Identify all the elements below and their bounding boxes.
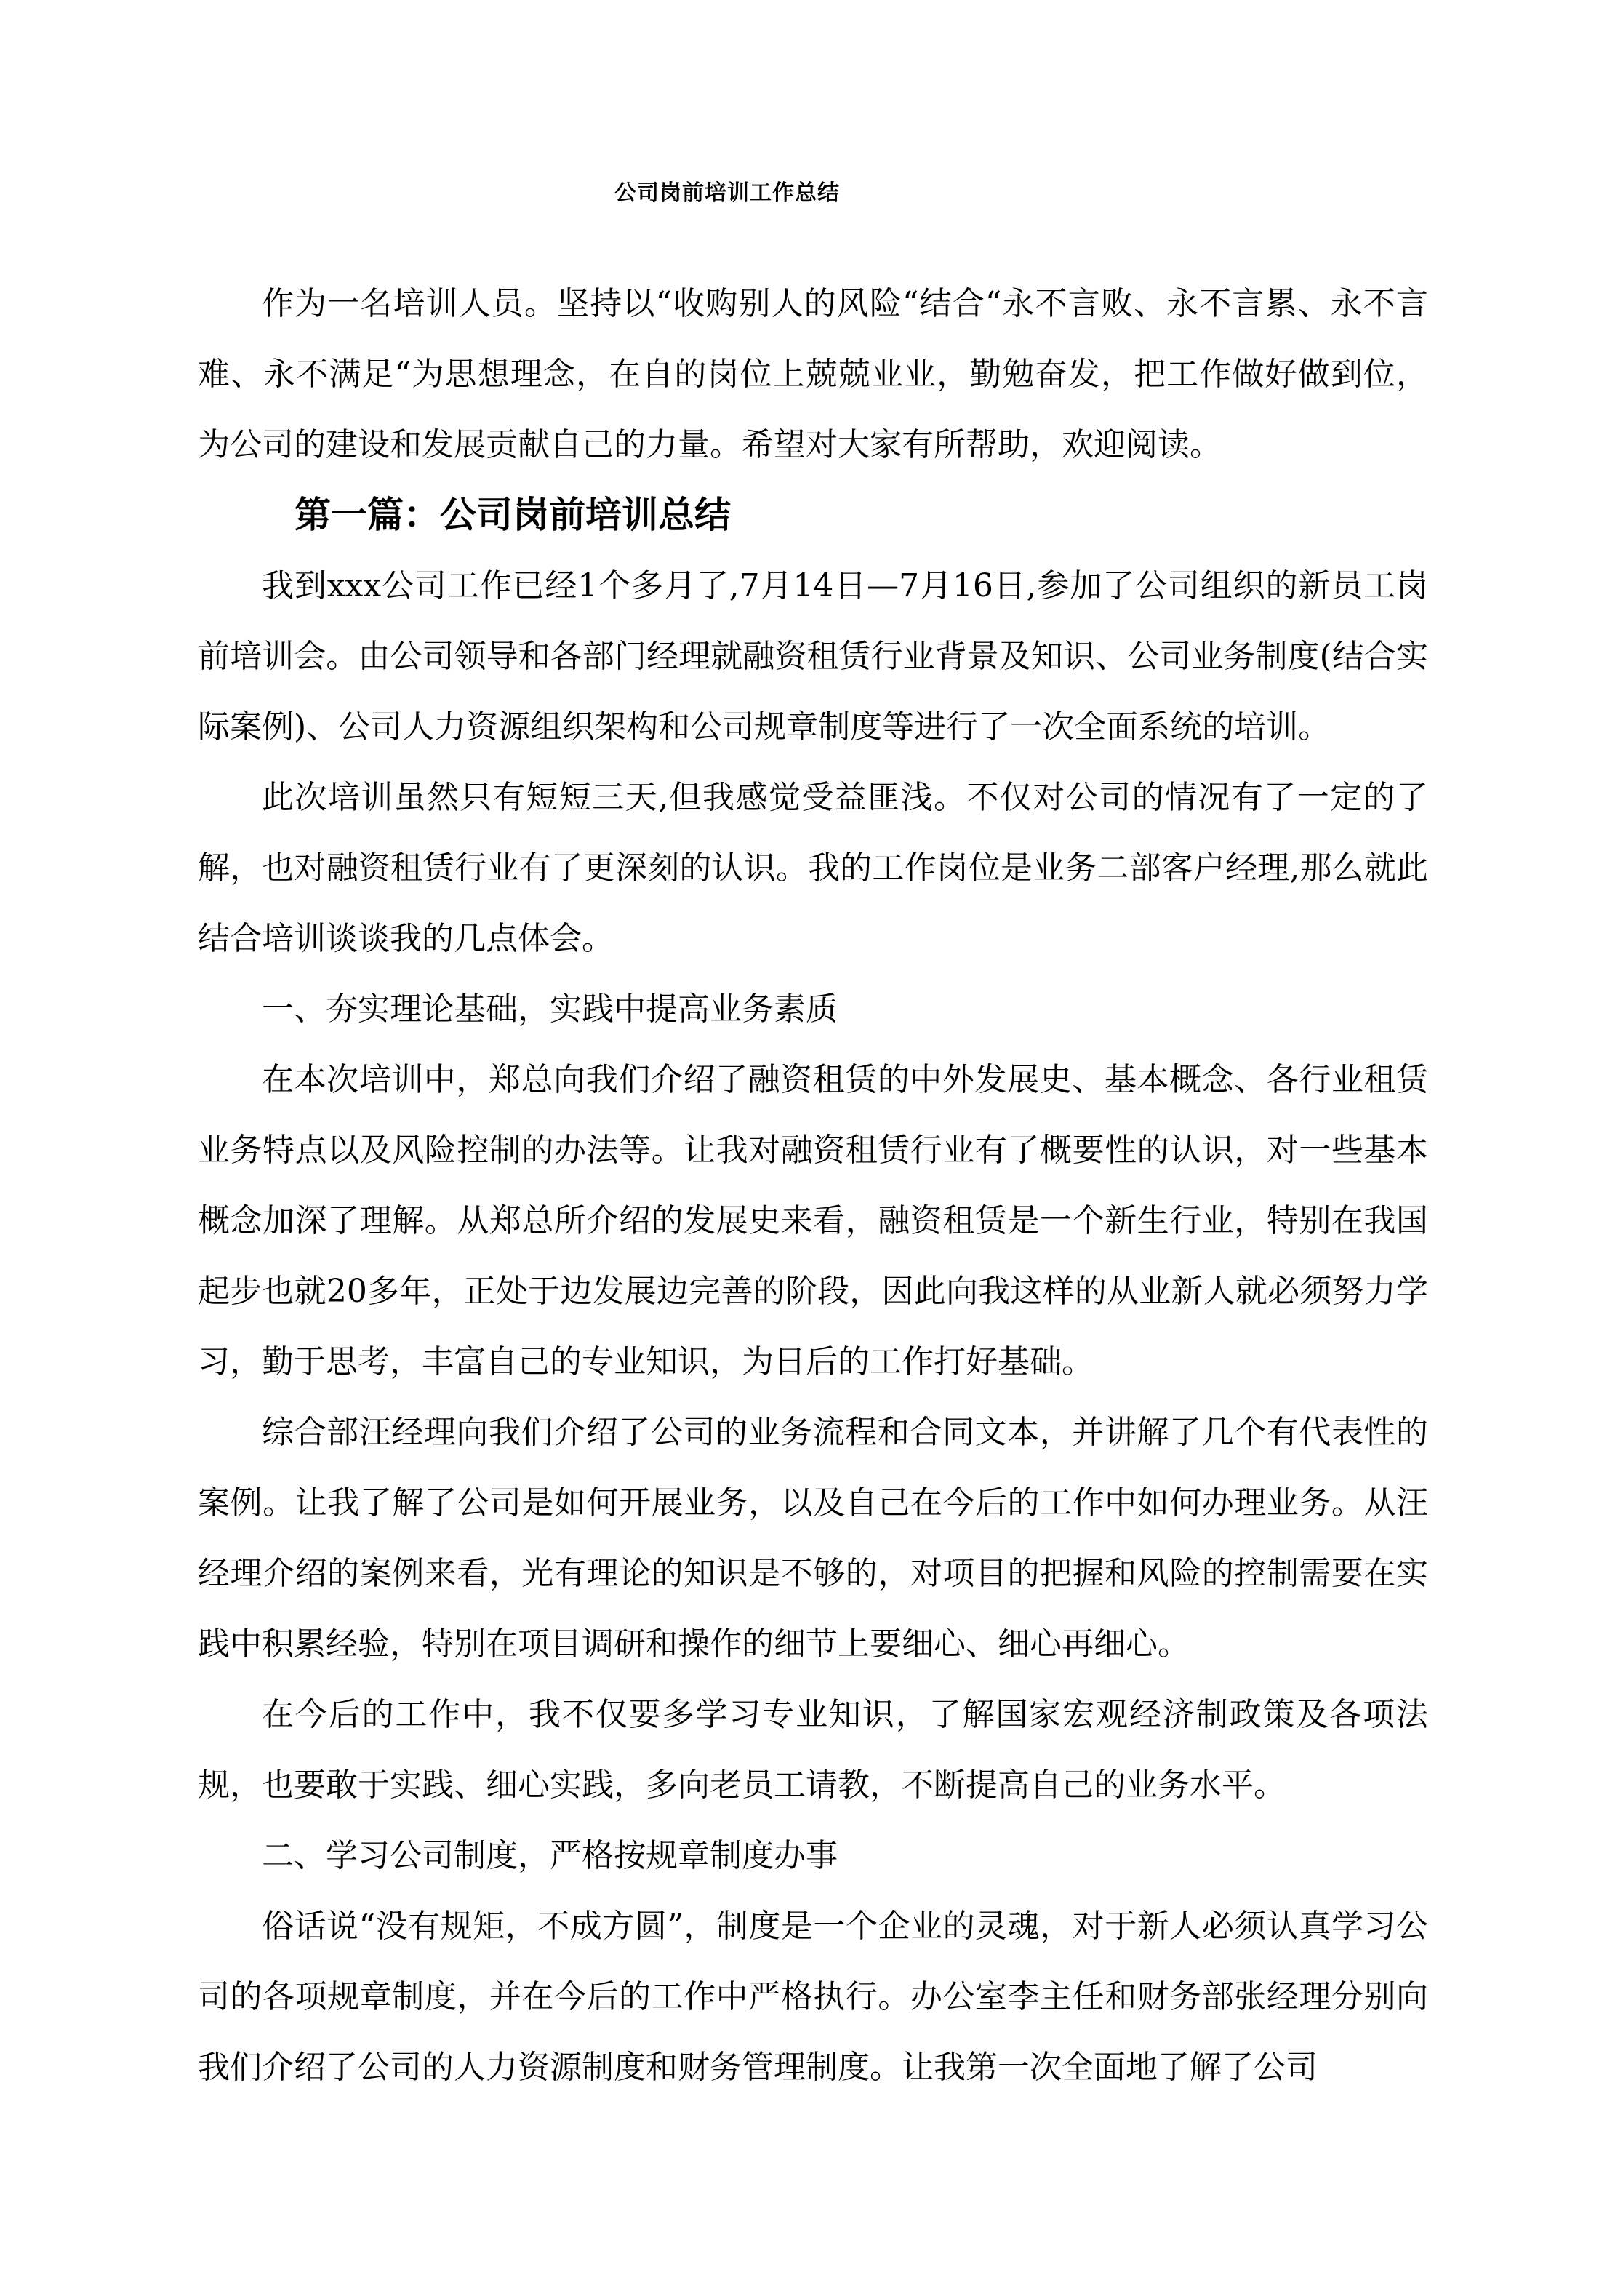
intro-paragraph: 作为一名培训人员。坚持以“收购别人的风险“结合“永不言败、永不言累、永不言难、永不满足“为思想理念，在自的岗位上兢兢业业，勤勉奋发，把工作做好做到位，为公司的建设和发展贡献自己的力量。希望对大家有所帮助，欢迎阅读。	[198, 285, 1428, 463]
document-title: 公司岗前培训工作总结	[614, 180, 840, 206]
body-paragraph: 在本次培训中，郑总向我们介绍了融资租赁的中外发展史、基本概念、各行业租赁业务特点以及风险控制的办法等。让我对融资租赁行业有了概要性的认识，对一些基本概念加深了理解。从郑总所介绍的发展史来看，融资租赁是一个新生行业，特别在我国起步也就20多年，正处于边发展边完善的阶段，因此向我这样的从业新人就必须努力学习，勤于思考，丰富自己的专业知识，为日后的工作打好基础。	[198, 1061, 1428, 1380]
document-body	[198, 268, 1428, 2103]
body-paragraph: 俗话说“没有规矩，不成方圆”，制度是一个企业的灵魂，对于新人必须认真学习公司的各项规章制度，并在今后的工作中严格执行。办公室李主任和财务部张经理分别向我们介绍了公司的人力资源制度和财务管理制度。让我第一次全面地了解了公司	[198, 1908, 1428, 2086]
section-heading: 一、夯实理论基础，实践中提高业务素质	[262, 991, 838, 1028]
body-paragraph: 综合部汪经理向我们介绍了公司的业务流程和合同文本，并讲解了几个有代表性的案例。让我了解了公司是如何开展业务，以及自己在今后的工作中如何办理业务。从汪经理介绍的案例来看，光有理论的知识是不够的，对项目的把握和风险的控制需要在实践中积累经验，特别在项目调研和操作的细节上要细心、细心再细心。	[198, 1414, 1428, 1663]
body-paragraph: 此次培训虽然只有短短三天,但我感觉受益匪浅。不仅对公司的情况有了一定的了解，也对融资租赁行业有了更深刻的认识。我的工作岗位是业务二部客户经理,那么就此结合培训谈谈我的几点体会。	[198, 779, 1428, 957]
section-heading: 二、学习公司制度，严格按规章制度办事	[262, 1837, 838, 1874]
body-paragraph: 在今后的工作中，我不仅要多学习专业知识，了解国家宏观经济制政策及各项法规，也要敢于实践、细心实践，多向老员工请教，不断提高自己的业务水平。	[198, 1696, 1428, 1804]
chapter-heading: 第一篇：公司岗前培训总结	[294, 494, 731, 536]
body-paragraph: 我到xxx公司工作已经1个多月了,7月14日—7月16日,参加了公司组织的新员工岗前培训会。由公司领导和各部门经理就融资租赁行业背景及知识、公司业务制度(结合实际案例)、公司人力资源组织架构和公司规章制度等进行了一次全面系统的培训。	[198, 567, 1428, 745]
